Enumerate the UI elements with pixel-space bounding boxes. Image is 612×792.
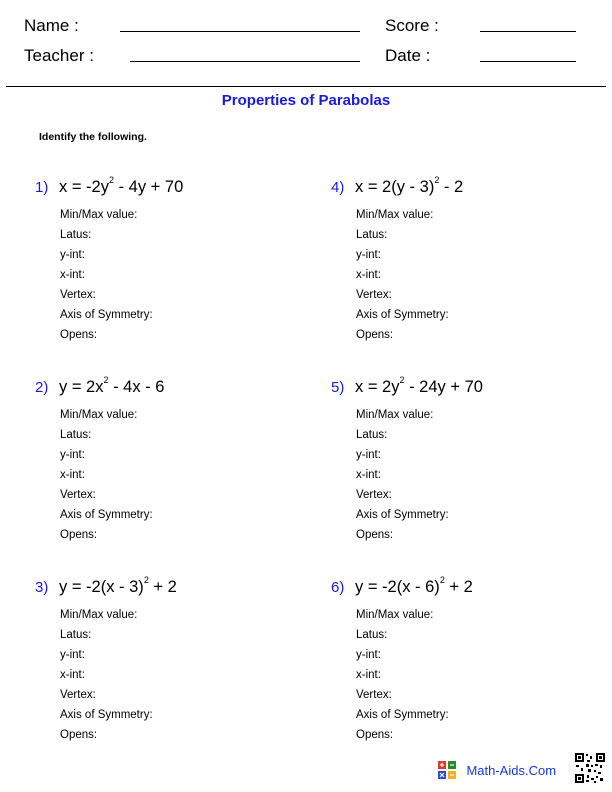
equation-base: y = -2(x - 6) [355,578,440,596]
problem-number: 3) [35,579,49,596]
equation-rest: - 24y + 70 [404,378,483,396]
equation-exponent: 2 [399,375,405,385]
answer-field-label: Axis of Symmetry: [356,709,449,721]
date-label: Date : [385,46,431,65]
problem-equation-line [35,375,165,397]
answer-field-label: Vertex: [60,689,96,701]
problem-equation [355,375,483,396]
answer-field-label: Min/Max value: [60,209,138,221]
answer-field-label: y-int: [60,649,85,661]
answer-field-label: y-int: [356,649,381,661]
equation-base: x = 2y [355,378,400,396]
answer-field-label: Vertex: [356,689,392,701]
answer-field-label: Vertex: [60,489,96,501]
equation-rest: - 2 [439,178,464,196]
problem-equation [355,175,464,196]
answer-field-label: Latus: [60,629,92,641]
qr-code-icon [574,752,606,784]
answer-field-label: Axis of Symmetry: [356,509,449,521]
problem-number: 6) [331,579,345,596]
answer-field-label: y-int: [356,249,381,261]
answer-field-label: Latus: [356,629,388,641]
equation-rest: + 2 [444,578,473,596]
teacher-line[interactable] [130,61,360,62]
problem-equation [59,175,184,196]
answer-field-label: Opens: [60,329,98,341]
math-aids-logo-icon [438,761,456,779]
equation-exponent: 2 [143,575,149,585]
answer-field-label: y-int: [60,249,85,261]
problem-equation-line [331,575,473,597]
answer-field-label: Opens: [60,729,98,741]
answer-field-label: Axis of Symmetry: [60,709,153,721]
answer-field-label: Latus: [356,229,388,241]
problem-number: 5) [331,379,345,396]
score-label: Score : [385,16,439,35]
problem-number: 1) [35,179,49,196]
answer-field-label: Min/Max value: [60,409,138,421]
answer-field-label: Min/Max value: [356,609,434,621]
date-line[interactable] [480,61,576,62]
answer-field-label: Opens: [356,729,394,741]
equation-exponent: 2 [439,575,445,585]
name-label: Name : [24,16,79,35]
equation-exponent: 2 [434,175,440,185]
answer-field-label: Axis of Symmetry: [356,309,449,321]
answer-field-label: Latus: [60,229,92,241]
answer-fields [60,408,153,548]
answer-fields [356,408,449,548]
problem-number: 2) [35,379,49,396]
answer-field-label: Min/Max value: [356,209,434,221]
footer-brand [438,761,556,779]
answer-field-label: y-int: [60,449,85,461]
answer-fields [60,608,153,748]
name-line[interactable] [120,31,360,32]
answer-field-label: Axis of Symmetry: [60,309,153,321]
page-title: Properties of Parabolas [221,92,391,109]
answer-field-label: Opens: [356,529,394,541]
answer-fields [60,208,153,348]
problem-equation [355,575,473,596]
answer-field-label: x-int: [60,269,85,281]
equation-base: y = -2(x - 3) [59,578,144,596]
answer-field-label: Vertex: [356,289,392,301]
answer-field-label: x-int: [60,669,85,681]
answer-field-label: Vertex: [356,489,392,501]
equation-exponent: 2 [108,175,114,185]
instructions: Identify the following. [39,131,147,143]
score-line[interactable] [480,31,576,32]
problem-equation-line [35,175,184,197]
answer-fields [356,608,449,748]
equation-exponent: 2 [103,375,109,385]
answer-field-label: Latus: [356,429,388,441]
answer-field-label: Opens: [356,329,394,341]
header-divider [6,86,606,87]
problem-equation-line [331,375,483,397]
problem-equation-line [331,175,464,197]
problem-equation-line [35,575,177,597]
problem-equation [59,375,165,396]
answer-fields [356,208,449,348]
equation-rest: + 2 [148,578,177,596]
equation-base: y = 2x [59,378,104,396]
answer-field-label: x-int: [356,669,381,681]
answer-field-label: Axis of Symmetry: [60,509,153,521]
problem-equation [59,575,177,596]
answer-field-label: Opens: [60,529,98,541]
answer-field-label: Latus: [60,429,92,441]
answer-field-label: Min/Max value: [356,409,434,421]
equation-base: x = 2(y - 3) [355,178,435,196]
answer-field-label: Vertex: [60,289,96,301]
equation-rest: - 4x - 6 [108,378,165,396]
brand-text[interactable]: Math-Aids.Com [466,762,557,778]
equation-base: x = -2y [59,178,109,196]
answer-field-label: y-int: [356,449,381,461]
answer-field-label: Min/Max value: [60,609,138,621]
answer-field-label: x-int: [356,469,381,481]
problem-number: 4) [331,179,345,196]
answer-field-label: x-int: [60,469,85,481]
equation-rest: - 4y + 70 [114,178,184,196]
answer-field-label: x-int: [356,269,381,281]
teacher-label: Teacher : [24,46,94,65]
